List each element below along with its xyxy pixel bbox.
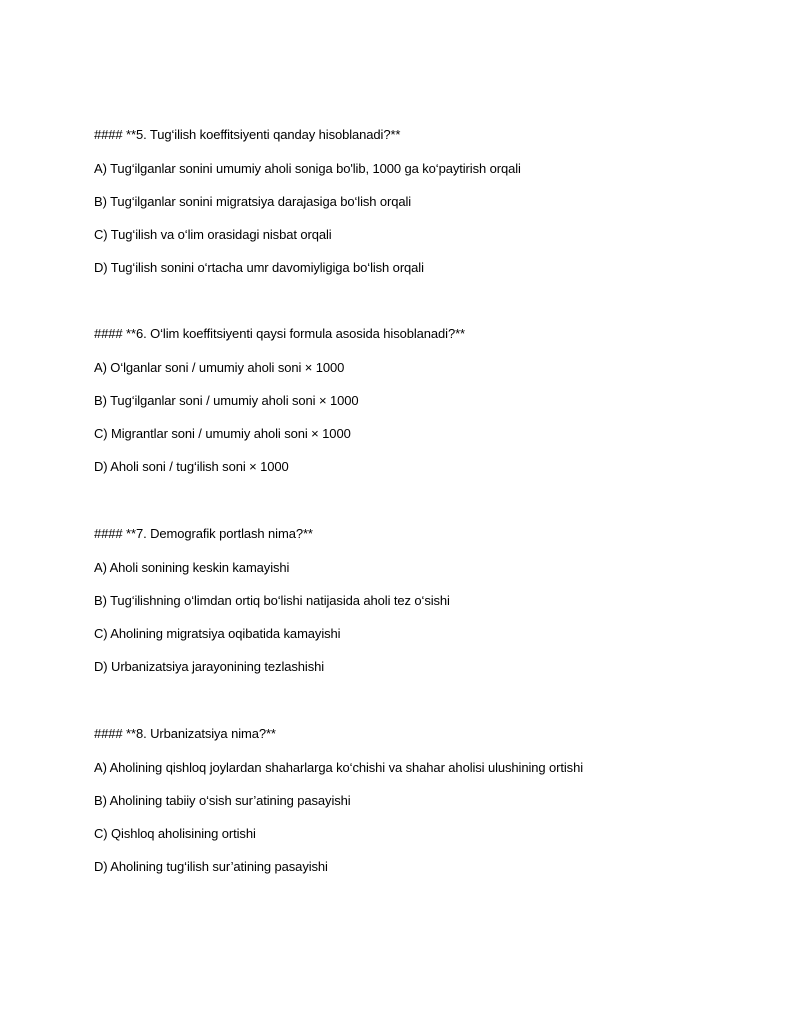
- answer-option-c: C) Tug‘ilish va o‘lim orasidagi nisbat orqali: [94, 227, 332, 242]
- question-heading: #### **7. Demografik portlash nima?**: [94, 526, 313, 541]
- answer-option-c: C) Qishloq aholisining ortishi: [94, 826, 256, 841]
- answer-option-b: B) Tug‘ilishning o‘limdan ortiq bo‘lishi natijasida aholi tez o‘sishi: [94, 593, 450, 608]
- question-heading: #### **8. Urbanizatsiya nima?**: [94, 726, 276, 741]
- answer-option-d: D) Aholining tug‘ilish sur’atining pasayishi: [94, 859, 328, 874]
- answer-option-c: C) Aholining migratsiya oqibatida kamayishi: [94, 626, 341, 641]
- question-heading: #### **6. O‘lim koeffitsiyenti qaysi formula asosida hisoblanadi?**: [94, 326, 465, 341]
- answer-option-c: C) Migrantlar soni / umumiy aholi soni × 1000: [94, 426, 351, 441]
- answer-option-a: A) O‘lganlar soni / umumiy aholi soni × 1000: [94, 360, 345, 375]
- answer-option-d: D) Aholi soni / tug‘ilish soni × 1000: [94, 459, 289, 474]
- answer-option-b: B) Aholining tabiiy o‘sish sur’atining pasayishi: [94, 793, 351, 808]
- question-heading: #### **5. Tug‘ilish koeffitsiyenti qanday hisoblanadi?**: [94, 127, 401, 142]
- answer-option-d: D) Urbanizatsiya jarayonining tezlashishi: [94, 659, 325, 674]
- answer-option-d: D) Tug‘ilish sonini o‘rtacha umr davomiyligiga bo‘lish orqali: [94, 260, 424, 275]
- answer-option-b: B) Tug‘ilganlar soni / umumiy aholi soni × 1000: [94, 393, 359, 408]
- answer-option-a: A) Tug‘ilganlar sonini umumiy aholi soniga bo'lib, 1000 ga ko‘paytirish orqali: [94, 161, 521, 176]
- answer-option-a: A) Aholi sonining keskin kamayishi: [94, 560, 290, 575]
- answer-option-b: B) Tug‘ilganlar sonini migratsiya darajasiga bo‘lish orqali: [94, 194, 412, 209]
- answer-option-a: A) Aholining qishloq joylardan shaharlarga ko‘chishi va shahar aholisi ulushining ortishi: [94, 760, 584, 775]
